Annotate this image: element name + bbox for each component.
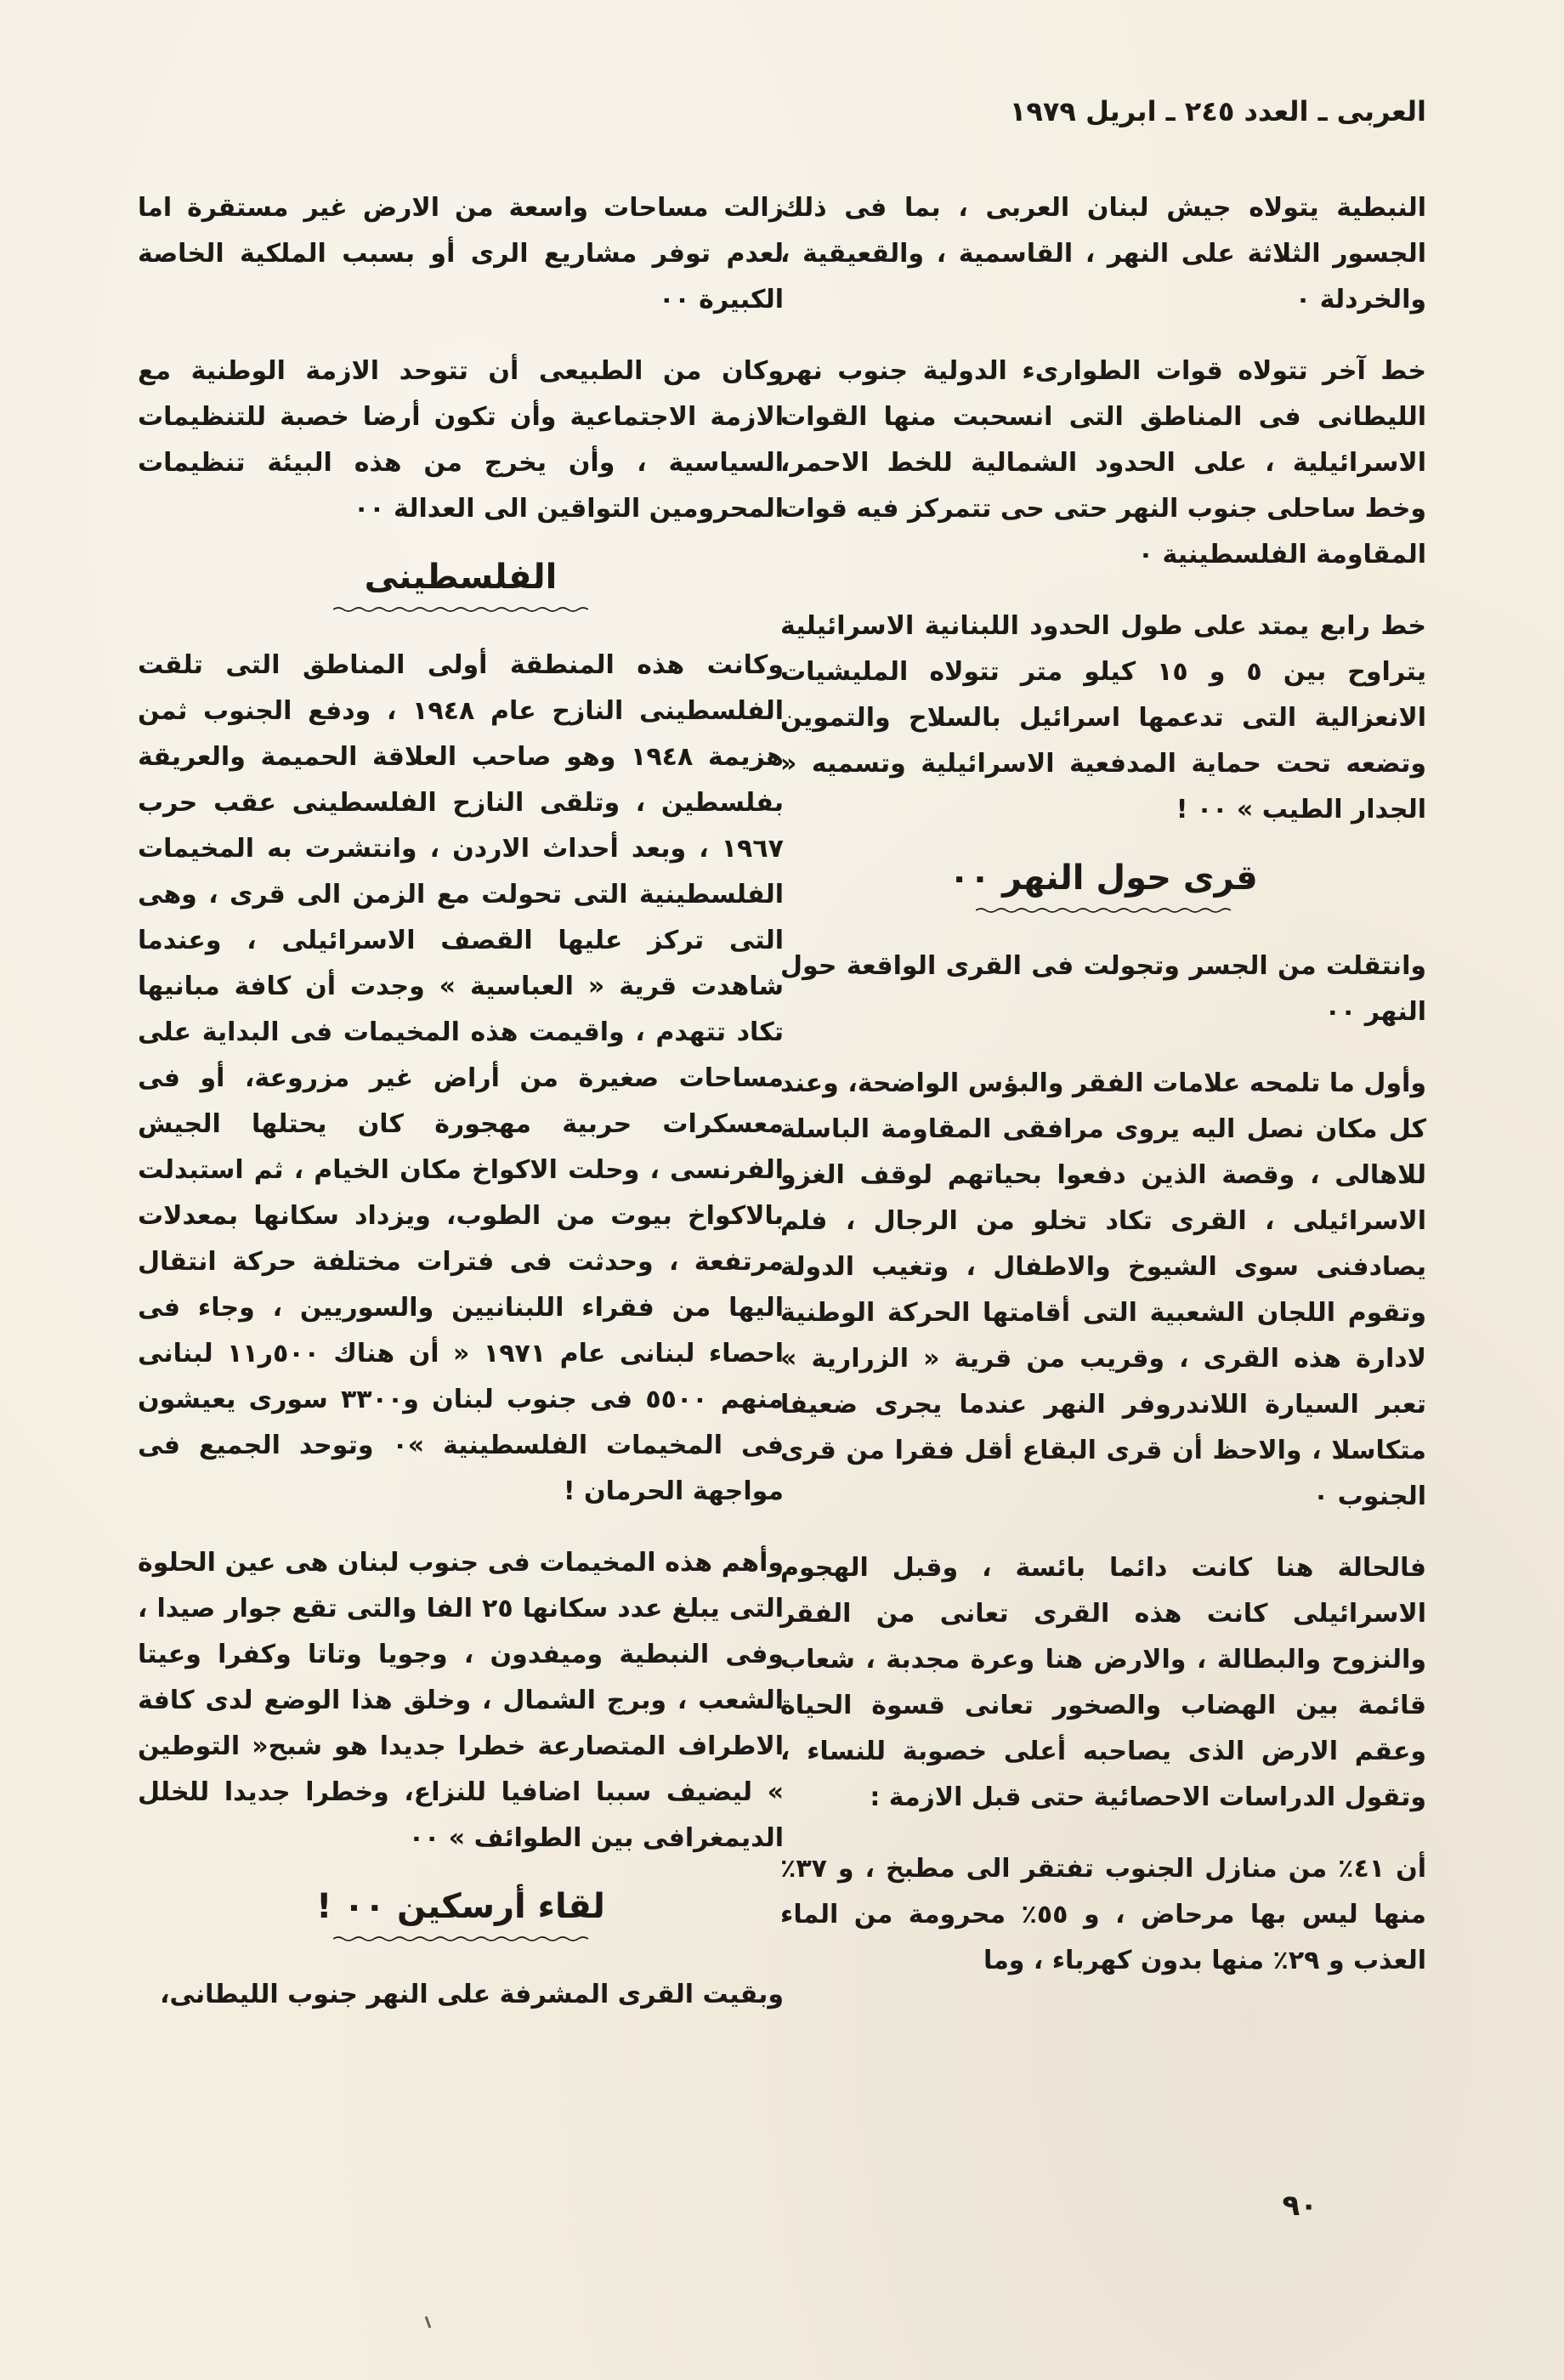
- paragraph: زالت مساحات واسعة من الارض غير مستقرة اما لعدم توفر مشاريع الرى أو بسبب الملكية الخاصة الكبيرة ٠٠: [138, 193, 784, 314]
- wavy-underline-icon: [333, 1935, 588, 1943]
- paragraph: وأول ما تلمحه علامات الفقر والبؤس الواضحة، وعند كل مكان نصل اليه يروى مرافقى المقاومة الباسلة للاهالى ، وقصة الذين دفعوا بحياتهم لوقف الغزو الاسرائيلى ، القرى تكاد تخلو من الرجال ، فلم يصادفنى سوى الشيوخ والاطفال ، وتغيب الدولة وتقوم اللجان الشعبية التى أقامتها الحركة الوطنية لادارة هذه القرى ، وقريب من قرية « الزرارية » تعبر السيارة اللاندروفر النهر عندما يجرى ضعيفا متكاسلا ، والاحظ أن قرى البقاع أقل فقرا من قرى الجنوب ٠: [780, 1068, 1426, 1511]
- section-heading-text: الفلسطينى: [364, 558, 558, 597]
- section-heading: [138, 558, 784, 614]
- wavy-underline-icon: [333, 605, 588, 614]
- paragraph: وكانت هذه المنطقة أولى المناطق التى تلقت الفلسطينى النازح عام ١٩٤٨ ، ودفع الجنوب ثمن هزيمة ١٩٤٨ وهو صاحب العلاقة الحميمة والعريقة بفلسطين ، وتلقى النازح الفلسطينى عقب حرب ١٩٦٧ ، وبعد أحداث الاردن ، وانتشرت به المخيمات الفلسطينية التى تحولت مع الزمن الى قرى ، وهى التى تركز عليها القصف الاسرائيلى ، وعندما شاهدت قرية « العباسية » وجدت أن كافة مبانيها تكاد تتهدم ، واقيمت هذه المخيمات فى البداية على مساحات صغيرة من أراض غير مزروعة، أو فى معسكرات حربية مهجورة كان يحتلها الجيش الفرنسى ، وحلت الاكواخ مكان الخيام ، ثم استبدلت بالاكواخ بيوت من الطوب، ويزداد سكانها بمعدلات مرتفعة ، وحدثت فى فترات مختلفة حركة انتقال اليها من فقراء اللبنانيين والسوريين ، وجاء فى احصاء لبنانى عام ١٩٧١ « أن هناك ٥٠٠ر١١ لبنانى منهم ٥٥٠٠ فى جنوب لبنان و٣٣٠٠ سورى يعيشون فى المخيمات الفلسطينية »٠ وتوحد الجميع فى مواجهة الحرمان !: [138, 650, 784, 1506]
- paragraph: فالحالة هنا كانت دائما بائسة ، وقبل الهجوم الاسرائيلى كانت هذه القرى تعانى من الفقر والنزوح والبطالة ، والارض هنا وعرة مجدبة ، شعاب قائمة بين الهضاب والصخور تعانى قسوة الحياة وعقم الارض الذى يصاحبه أعلى خصوبة للنساء ، وتقول الدراسات الاحصائية حتى قبل الازمة :: [780, 1553, 1426, 1812]
- section-heading-text: لقاء أرسكين ٠٠ !: [316, 1887, 605, 1926]
- paragraph: خط رابع يمتد على طول الحدود اللبنانية الاسرائيلية يتراوح بين ٥ و ١٥ كيلو متر تتولاه المليشيات الانعزالية التى تدعمها اسرائيل بالسلاح والتموين وتضعه تحت حماية المدفعية الاسرائيلية وتسميه « الجدار الطيب » ٠٠ !: [780, 611, 1427, 824]
- paragraph: وكان من الطبيعى أن تتوحد الازمة الوطنية مع الازمة الاجتماعية وأن تكون أرضا خصبة للتنظيمات السياسية ، وأن يخرج من هذه البيئة تنظيمات المحرومين التواقين الى العدالة ٠٠: [138, 356, 784, 524]
- section-heading-text: قرى حول النهر ٠٠: [949, 858, 1258, 898]
- paragraph: وانتقلت من الجسر وتجولت فى القرى الواقعة حول النهر ٠٠: [780, 951, 1426, 1027]
- right-column: [780, 185, 1426, 2009]
- paragraph: أن ٤١٪ من منازل الجنوب تفتقر الى مطبخ ، و ٣٧٪ منها ليس بها مرحاض ، و ٥٥٪ محرومة من الماء العذب و ٢٩٪ منها بدون كهرباء ، وما: [780, 1854, 1426, 1975]
- page-number: ٩٠: [1282, 2189, 1318, 2223]
- paragraph: خط آخر تتولاه قوات الطوارىء الدولية جنوب نهر الليطانى فى المناطق التى انسحبت منها القوات الاسرائيلية ، على الحدود الشمالية للخط الاحمر، وخط ساحلى جنوب النهر حتى حى تتمركز فيه قوات المقاومة الفلسطينية ٠: [780, 356, 1426, 570]
- section-heading: [780, 858, 1426, 915]
- wavy-underline-icon: [976, 906, 1231, 915]
- print-speck: [425, 2316, 432, 2328]
- paragraph: وأهم هذه المخيمات فى جنوب لبنان هى عين الحلوة التى يبلغ عدد سكانها ٢٥ الفا والتى تقع جوار صيدا ، وفى النبطية وميفدون ، وجويا وتاتا وكفرا وعيتا الشعب ، وبرج الشمال ، وخلق هذا الوضع لدى كافة الاطراف المتصارعة خطرا جديدا هو شبح« التوطين » ليضيف سببا اضافيا للنزاع، وخطرا جديدا للخلل الديمغرافى بين الطوائف » ٠٠: [138, 1548, 784, 1853]
- running-header: العربى ـ العدد ٢٤٥ ـ ابريل ١٩٧٩: [1009, 95, 1426, 128]
- section-heading: [138, 1887, 784, 1943]
- paragraph: وبقيت القرى المشرفة على النهر جنوب الليطانى،: [160, 1980, 784, 2009]
- paragraph: النبطية يتولاه جيش لبنان العربى ، بما فى ذلك الجسور الثلاثة على النهر ، القاسمية ، والقعيقية ، والخردلة ٠: [780, 193, 1426, 314]
- left-column: [138, 185, 784, 2043]
